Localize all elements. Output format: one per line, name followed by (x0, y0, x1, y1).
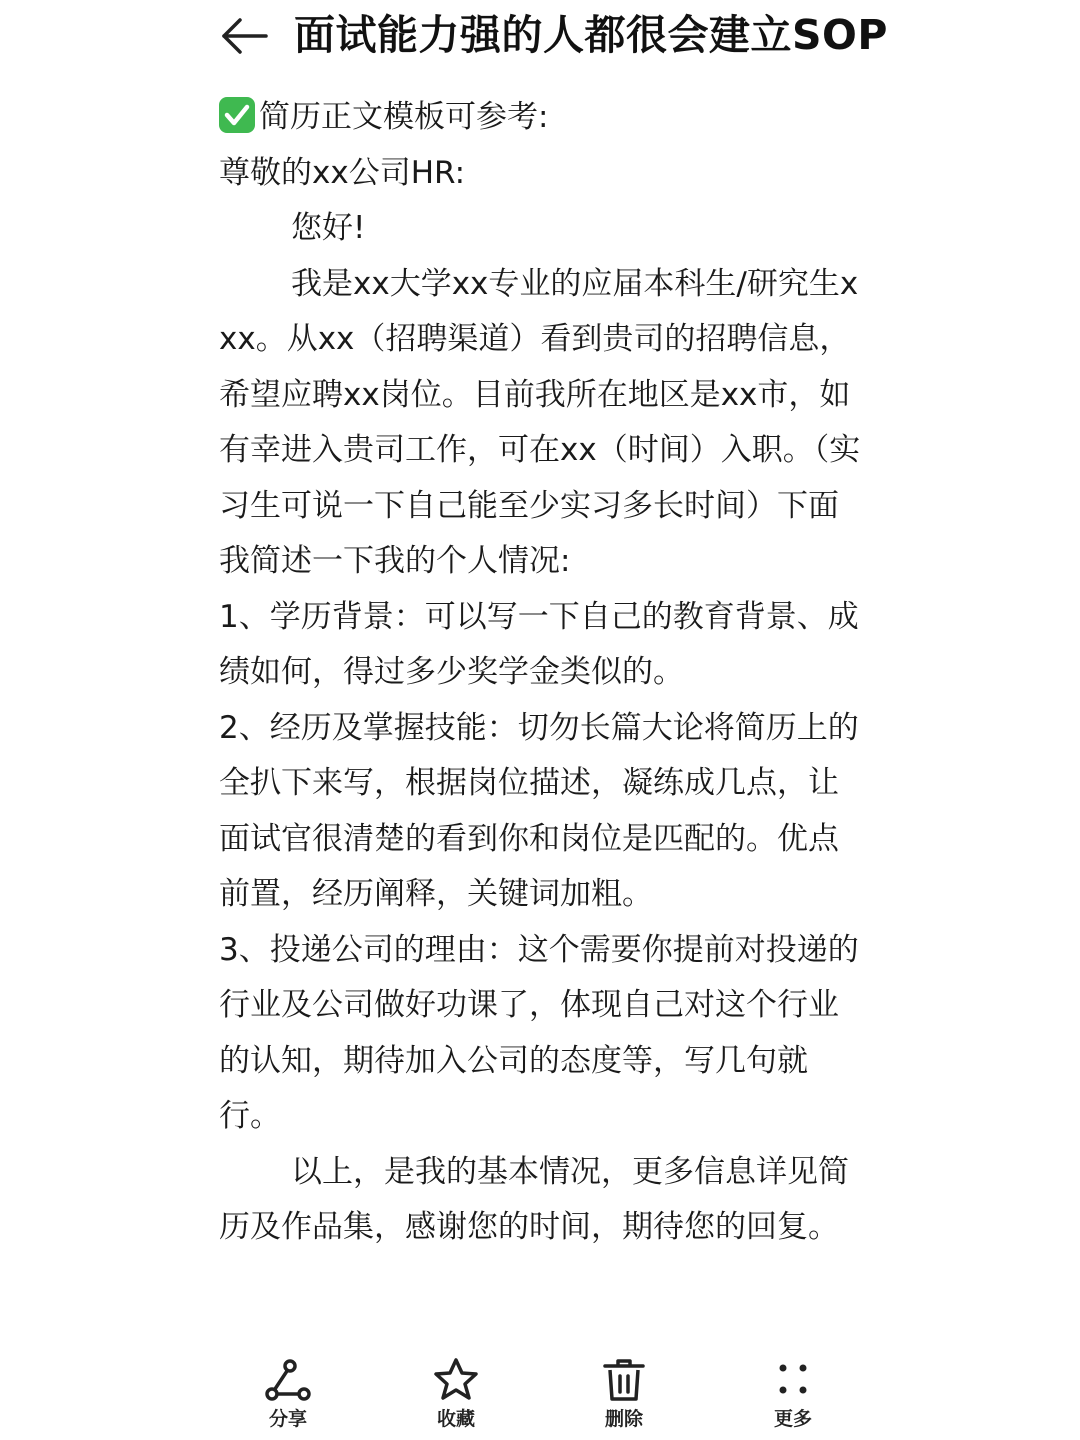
more-button[interactable] (738, 1356, 848, 1440)
star-icon (430, 1356, 482, 1404)
point-education: 1、学历背景：可以写一下自己的教育背景、成绩如何，得过多少奖学金类似的。 (219, 598, 859, 690)
favorite-button[interactable] (401, 1356, 511, 1440)
more-dots-icon (767, 1356, 819, 1404)
share-label: 分享 (268, 1408, 307, 1430)
point-reason: 3、投递公司的理由：这个需要你提前对投递的行业及公司做好功课了，体现自己对这个行业的认知，期待加入公司的态度等，写几句就行。 (219, 931, 859, 1134)
point-experience: 2、经历及掌握技能：切勿长篇大论将简历上的全扒下来写，根据岗位描述，凝练成几点，让面试官很清楚的看到你和岗位是匹配的。优点前置，经历阐释，关键词加粗。 (219, 709, 859, 912)
share-button[interactable] (233, 1356, 343, 1440)
check-mark-icon (219, 97, 255, 133)
template-heading (219, 90, 869, 146)
template-heading-text: 简历正文模板可参考: (259, 99, 549, 135)
delete-button[interactable] (569, 1356, 679, 1440)
article-body (219, 90, 869, 1256)
share-icon (262, 1356, 314, 1404)
bottom-toolbar (0, 1350, 1080, 1440)
page-title: 面试能力强的人都很会建立SOP (294, 11, 888, 59)
more-label: 更多 (773, 1408, 812, 1430)
delete-label: 删除 (604, 1408, 643, 1430)
back-button[interactable] (214, 12, 274, 60)
trash-icon (598, 1356, 650, 1404)
greeting: 您好! (291, 210, 366, 246)
salutation: 尊敬的xx公司HR: (219, 154, 466, 191)
header-bar (0, 0, 1080, 72)
closing-paragraph: 以上，是我的基本情况，更多信息详见简历及作品集，感谢您的时间，期待您的回复。 (219, 1153, 849, 1245)
intro-paragraph: 我是xx大学xx专业的应届本科生/研究生xxx。从xx（招聘渠道）看到贵司的招聘信息，希望应聘xx岗位。目前我所在地区是xx市，如有幸进入贵司工作，可在xx（时间）入职。（实习生可说一下自己能至少实习多长时间）下面我简述一下我的个人情况: (219, 265, 861, 579)
favorite-label: 收藏 (436, 1408, 475, 1430)
arrow-left-icon (214, 12, 274, 60)
